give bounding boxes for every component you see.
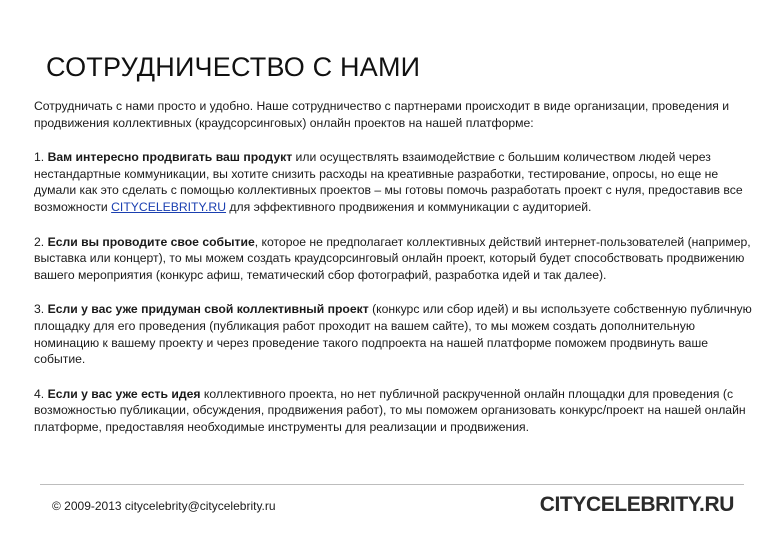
item-number: 2.: [34, 234, 48, 249]
item-text: коллективного проекта, но нет публичной раскрученной онлайн площадки для проведения (с возможностью публикации, обсуждения, продвижения работ), то мы поможем организовать конкурс/проект на нашей онлайн платформе, предоставляя необходимые инструменты для реализации и продвижения.: [34, 386, 746, 434]
item-bold-lead: Если у вас уже есть идея: [47, 386, 201, 401]
list-item-4: [34, 386, 760, 436]
intro-paragraph: Сотрудничать с нами просто и удобно. Наше сотрудничество с партнерами происходит в виде организации, проведения и продвижения коллективных (краудсорсинговых) онлайн проектов на нашей платформе:: [34, 99, 730, 130]
list-item-1: [34, 149, 760, 215]
document-body: [34, 98, 760, 454]
list-item-3: [34, 301, 760, 367]
item-number: 4.: [34, 386, 48, 401]
footer-copyright: © 2009-2013 citycelebrity@citycelebrity.ru: [52, 499, 276, 513]
list-item-2: [34, 234, 760, 284]
item-bold-lead: Если у вас уже придуман свой коллективный проект: [47, 302, 369, 317]
item-number: 1.: [34, 150, 48, 165]
item-number: 3.: [34, 302, 48, 317]
citycelebrity-link[interactable]: CITYCELEBRITY.RU: [111, 199, 227, 214]
item-text: или осуществлять взаимодействие с большим количеством людей через нестандартные коммуникации, вы хотите снизить расходы на креативные разработки, тестирование, опросы, но еще не думали как это сделать с помощью коллективных проектов – мы готовы помочь разработать проект с нуля, предоставив все возможности: [34, 150, 743, 214]
page-title: СОТРУДНИЧЕСТВО С НАМИ: [46, 52, 421, 82]
item-text-after-link: для эффективного продвижения и коммуникации с аудиторией.: [226, 199, 592, 214]
item-bold-lead: Вам интересно продвигать ваш продукт: [47, 150, 293, 165]
brand-logo: CITYCELEBRITY.RU: [539, 493, 734, 516]
item-text: , которое не предполагает коллективных действий интернет-пользователей (например, выставка или концерт), то мы можем создать краудсорсинговый онлайн проект, который будет способствовать продвижению вашего мероприятия (конкурс афиш, тематический сбор фотографий, разработка идей и так далее).: [34, 234, 751, 282]
item-bold-lead: Если вы проводите свое событие: [47, 234, 255, 249]
item-text: (конкурс или сбор идей) и вы используете собственную публичную площадку для его проведения (публикация работ проходит на вашем сайте), то мы можем создать дополнительную номинацию к вашему проекту и через проведение такого подпроекта на нашей платформе поможем продвинуть ваше событие.: [34, 302, 752, 367]
footer-divider: [40, 484, 744, 485]
